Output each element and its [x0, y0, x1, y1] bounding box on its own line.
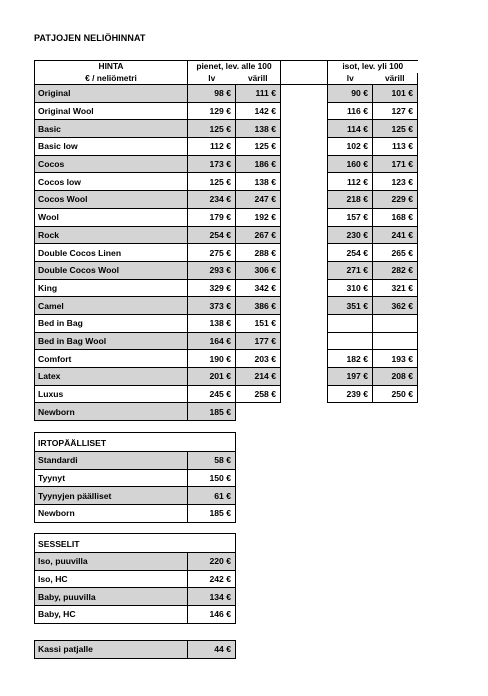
table-row [35, 244, 418, 262]
table-row [35, 570, 236, 588]
column-gap [281, 297, 328, 315]
price-large-varill: 229 € [373, 191, 418, 209]
header-large-varill: värill [373, 73, 418, 85]
column-gap [281, 226, 328, 244]
table-row [35, 173, 418, 191]
price-small-lv: 125 € [188, 120, 236, 138]
table-row [35, 332, 418, 350]
column-gap [281, 350, 328, 368]
column-gap [281, 368, 328, 386]
price-small-varill: 247 € [236, 191, 281, 209]
mattress-name: Original [35, 85, 188, 103]
price-small-varill: 214 € [236, 368, 281, 386]
mattress-name: Cocos [35, 155, 188, 173]
item-price: 61 € [188, 487, 236, 505]
price-small-lv: 138 € [188, 314, 236, 332]
price-large-varill: 321 € [373, 279, 418, 297]
item-name: Standardi [35, 452, 188, 470]
mattress-price-table [34, 60, 418, 421]
empty-cell [236, 403, 281, 421]
armchairs-heading: SESSELIT [35, 534, 236, 553]
mattress-name: Basic low [35, 138, 188, 156]
header-gap [281, 61, 328, 73]
price-large-lv: 310 € [328, 279, 373, 297]
price-large-varill: 125 € [373, 120, 418, 138]
table-row [35, 350, 418, 368]
column-gap [281, 173, 328, 191]
header-small-lv: lv [188, 73, 236, 85]
column-gap [281, 85, 328, 103]
empty-cell [373, 403, 418, 421]
price-small-varill: 138 € [236, 120, 281, 138]
price-large-lv: 157 € [328, 208, 373, 226]
price-small-lv: 179 € [188, 208, 236, 226]
mattress-name: Camel [35, 297, 188, 315]
price-large-varill: 113 € [373, 138, 418, 156]
price-large-lv: 197 € [328, 368, 373, 386]
page-title: PATJOJEN NELIÖHINNAT [34, 33, 146, 43]
column-gap [281, 102, 328, 120]
price-small-lv: 112 € [188, 138, 236, 156]
armchairs-table [34, 533, 236, 624]
mattress-name: Newborn [35, 403, 188, 421]
price-large-varill: 362 € [373, 297, 418, 315]
mattress-name: Rock [35, 226, 188, 244]
price-large-lv: 230 € [328, 226, 373, 244]
column-gap [281, 191, 328, 209]
price-large-lv: 90 € [328, 85, 373, 103]
price-small-lv: 98 € [188, 85, 236, 103]
item-price: 146 € [188, 606, 236, 624]
table-row [35, 279, 418, 297]
empty-cell [328, 403, 373, 421]
header-large-lv: lv [328, 73, 373, 85]
price-small-lv: 129 € [188, 102, 236, 120]
mattress-name: Cocos low [35, 173, 188, 191]
column-gap [281, 244, 328, 262]
covers-table [34, 432, 236, 523]
price-large-lv: 102 € [328, 138, 373, 156]
price-large-varill: 241 € [373, 226, 418, 244]
price-small-varill: 306 € [236, 261, 281, 279]
table-row [35, 368, 418, 386]
price-small-lv: 254 € [188, 226, 236, 244]
price-small-lv: 173 € [188, 155, 236, 173]
table-row [35, 505, 236, 523]
table-row [35, 553, 236, 571]
mattress-name: Latex [35, 368, 188, 386]
mattress-name: Double Cocos Wool [35, 261, 188, 279]
item-name: Baby, HC [35, 606, 188, 624]
table-row [35, 155, 418, 173]
column-gap [281, 138, 328, 156]
table-row [35, 641, 236, 659]
price-large-varill: 250 € [373, 385, 418, 403]
table-row [35, 102, 418, 120]
price-large-lv: 271 € [328, 261, 373, 279]
empty-cell [281, 403, 328, 421]
table-row [35, 314, 418, 332]
price-large-varill: 123 € [373, 173, 418, 191]
table-row [35, 85, 418, 103]
price-large-varill: 101 € [373, 85, 418, 103]
column-gap [281, 332, 328, 350]
bag-price: 44 € [188, 641, 236, 659]
price-large-varill: 168 € [373, 208, 418, 226]
table-row [35, 452, 236, 470]
price-small-lv: 373 € [188, 297, 236, 315]
column-gap [281, 208, 328, 226]
item-name: Iso, puuvilla [35, 553, 188, 571]
price-small-varill: 138 € [236, 173, 281, 191]
price-small-lv: 201 € [188, 368, 236, 386]
table-row [35, 208, 418, 226]
item-name: Newborn [35, 505, 188, 523]
price-large-varill [373, 314, 418, 332]
price-large-varill: 208 € [373, 368, 418, 386]
price-large-varill: 171 € [373, 155, 418, 173]
header-gap [281, 73, 328, 85]
covers-heading: IRTOPÄÄLLISET [35, 433, 236, 452]
mattress-name: Double Cocos Linen [35, 244, 188, 262]
price-large-lv: 160 € [328, 155, 373, 173]
price-small-lv: 185 € [188, 403, 236, 421]
item-price: 134 € [188, 588, 236, 606]
mattress-name: Comfort [35, 350, 188, 368]
price-small-varill: 186 € [236, 155, 281, 173]
table-row [35, 606, 236, 624]
header-small-group: pienet, lev. alle 100 [188, 61, 281, 73]
mattress-name: Luxus [35, 385, 188, 403]
item-price: 220 € [188, 553, 236, 571]
table-row [35, 261, 418, 279]
table-row [35, 191, 418, 209]
price-small-varill: 258 € [236, 385, 281, 403]
price-small-varill: 192 € [236, 208, 281, 226]
price-small-varill: 177 € [236, 332, 281, 350]
column-gap [281, 385, 328, 403]
mattress-name: Cocos Wool [35, 191, 188, 209]
mattress-name: Bed in Bag Wool [35, 332, 188, 350]
price-small-varill: 203 € [236, 350, 281, 368]
price-small-varill: 267 € [236, 226, 281, 244]
price-small-lv: 234 € [188, 191, 236, 209]
header-hinta: HINTA [35, 61, 188, 73]
price-small-varill: 142 € [236, 102, 281, 120]
table-row [35, 120, 418, 138]
mattress-name: Wool [35, 208, 188, 226]
price-large-lv: 114 € [328, 120, 373, 138]
table-row [35, 588, 236, 606]
table-row [35, 297, 418, 315]
column-gap [281, 314, 328, 332]
price-small-lv: 275 € [188, 244, 236, 262]
price-large-lv [328, 314, 373, 332]
price-small-lv: 125 € [188, 173, 236, 191]
column-gap [281, 155, 328, 173]
column-gap [281, 261, 328, 279]
bag-table [34, 640, 236, 659]
price-small-varill: 288 € [236, 244, 281, 262]
header-unit: € / neliömetri [35, 73, 188, 85]
price-small-lv: 245 € [188, 385, 236, 403]
table-row [35, 403, 418, 421]
table-row [35, 138, 418, 156]
price-large-lv: 254 € [328, 244, 373, 262]
price-small-varill: 111 € [236, 85, 281, 103]
table-row [35, 469, 236, 487]
mattress-name: Bed in Bag [35, 314, 188, 332]
mattress-name: Basic [35, 120, 188, 138]
column-gap [281, 279, 328, 297]
price-large-varill [373, 332, 418, 350]
price-small-lv: 164 € [188, 332, 236, 350]
price-large-lv [328, 332, 373, 350]
table-row [35, 385, 418, 403]
item-price: 185 € [188, 505, 236, 523]
item-name: Tyynyjen päälliset [35, 487, 188, 505]
item-name: Iso, HC [35, 570, 188, 588]
header-small-varill: värill [236, 73, 281, 85]
column-gap [281, 120, 328, 138]
table-row [35, 226, 418, 244]
price-small-lv: 329 € [188, 279, 236, 297]
price-small-varill: 342 € [236, 279, 281, 297]
item-price: 242 € [188, 570, 236, 588]
price-small-varill: 125 € [236, 138, 281, 156]
item-name: Tyynyt [35, 469, 188, 487]
price-small-lv: 293 € [188, 261, 236, 279]
mattress-name: King [35, 279, 188, 297]
price-large-lv: 351 € [328, 297, 373, 315]
item-price: 150 € [188, 469, 236, 487]
price-small-varill: 151 € [236, 314, 281, 332]
header-large-group: isot, lev. yli 100 [328, 61, 418, 73]
price-small-varill: 386 € [236, 297, 281, 315]
item-name: Baby, puuvilla [35, 588, 188, 606]
mattress-name: Original Wool [35, 102, 188, 120]
price-large-lv: 218 € [328, 191, 373, 209]
price-large-lv: 112 € [328, 173, 373, 191]
price-large-varill: 193 € [373, 350, 418, 368]
price-small-lv: 190 € [188, 350, 236, 368]
price-large-lv: 116 € [328, 102, 373, 120]
item-price: 58 € [188, 452, 236, 470]
price-large-varill: 265 € [373, 244, 418, 262]
table-row [35, 487, 236, 505]
price-large-lv: 239 € [328, 385, 373, 403]
bag-name: Kassi patjalle [35, 641, 188, 659]
price-large-lv: 182 € [328, 350, 373, 368]
price-large-varill: 282 € [373, 261, 418, 279]
price-large-varill: 127 € [373, 102, 418, 120]
